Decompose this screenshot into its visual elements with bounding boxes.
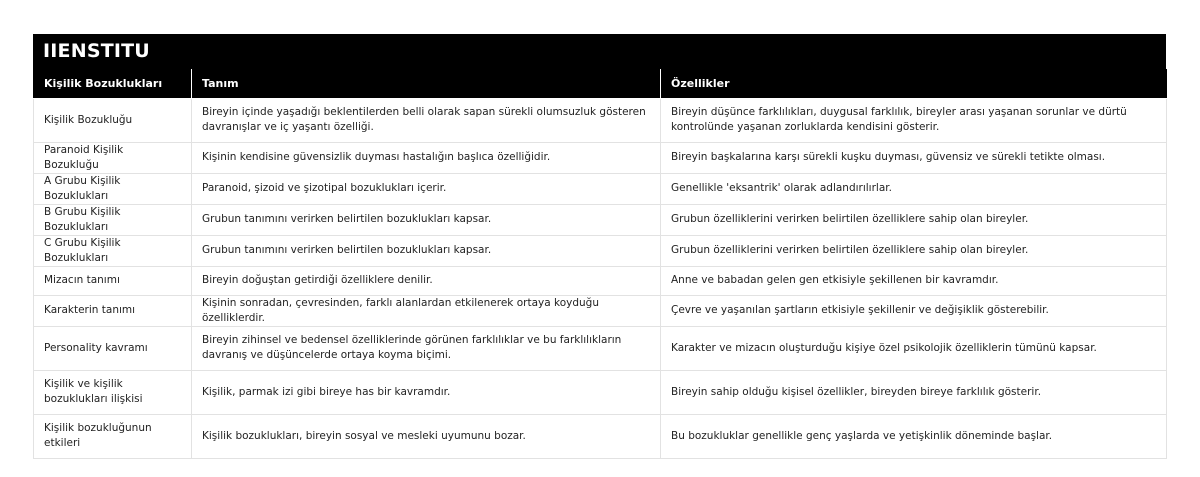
- table-cell: Bireyin zihinsel ve bedensel özelliklerinde görünen farklılıklar ve bu farklılıkların davranış ve düşüncelerde ortaya koyma biçimi.: [192, 326, 661, 370]
- header-cell: Kişilik Bozuklukları: [34, 69, 192, 98]
- table-cell: Karakterin tanımı: [34, 295, 192, 326]
- personality-disorders-table: [33, 69, 1167, 459]
- table-row: [34, 142, 1167, 173]
- table-cell: Personality kavramı: [34, 326, 192, 370]
- table-cell: Anne ve babadan gelen gen etkisiyle şekillenen bir kavramdır.: [661, 266, 1167, 295]
- table-cell: Grubun özelliklerini verirken belirtilen özelliklere sahip olan bireyler.: [661, 204, 1167, 235]
- table-cell: Kişinin sonradan, çevresinden, farklı alanlardan etkilenerek ortaya koyduğu özelliklerdir.: [192, 295, 661, 326]
- table-cell: B Grubu Kişilik Bozuklukları: [34, 204, 192, 235]
- table-cell: Çevre ve yaşanılan şartların etkisiyle şekillenir ve değişiklik gösterebilir.: [661, 295, 1167, 326]
- header-cell: Tanım: [192, 69, 661, 98]
- table-cell: Bu bozukluklar genellikle genç yaşlarda ve yetişkinlik döneminde başlar.: [661, 414, 1167, 458]
- table-cell: Bireyin düşünce farklılıkları, duygusal farklılık, bireyler arası yaşanan sorunlar ve dürtü kontrolünde yaşanan zorluklarda kendisini gösterir.: [661, 98, 1167, 142]
- table-row: [34, 370, 1167, 414]
- table-cell: Grubun özelliklerini verirken belirtilen özelliklere sahip olan bireyler.: [661, 235, 1167, 266]
- table-cell: Bireyin içinde yaşadığı beklentilerden belli olarak sapan sürekli olumsuzluk gösteren davranışlar ve iç yaşantı özelliği.: [192, 98, 661, 142]
- table-cell: Kişilik Bozukluğu: [34, 98, 192, 142]
- table-cell: Bireyin doğuştan getirdiği özelliklere denilir.: [192, 266, 661, 295]
- table-cell: Kişilik, parmak izi gibi bireye has bir kavramdır.: [192, 370, 661, 414]
- table-row: [34, 266, 1167, 295]
- table-cell: Kişilik ve kişilik bozuklukları ilişkisi: [34, 370, 192, 414]
- brand-title: IIENSTITU: [33, 34, 1166, 69]
- table-header-row: [34, 69, 1167, 98]
- header-cell: Özellikler: [661, 69, 1167, 98]
- table-row: [34, 326, 1167, 370]
- content-table-card: [33, 34, 1166, 459]
- table-row: [34, 173, 1167, 204]
- table-cell: Kişilik bozukluğunun etkileri: [34, 414, 192, 458]
- table-cell: Bireyin başkalarına karşı sürekli kuşku duyması, güvensiz ve sürekli tetikte olması.: [661, 142, 1167, 173]
- table-cell: Genellikle 'eksantrik' olarak adlandırılırlar.: [661, 173, 1167, 204]
- table-row: [34, 295, 1167, 326]
- table-cell: Bireyin sahip olduğu kişisel özellikler, bireyden bireye farklılık gösterir.: [661, 370, 1167, 414]
- table-cell: Grubun tanımını verirken belirtilen bozuklukları kapsar.: [192, 235, 661, 266]
- table-row: [34, 235, 1167, 266]
- table-cell: Paranoid Kişilik Bozukluğu: [34, 142, 192, 173]
- table-row: [34, 204, 1167, 235]
- table-row: [34, 98, 1167, 142]
- table-cell: Kişinin kendisine güvensizlik duyması hastalığın başlıca özelliğidir.: [192, 142, 661, 173]
- table-cell: C Grubu Kişilik Bozuklukları: [34, 235, 192, 266]
- table-cell: Karakter ve mizacın oluşturduğu kişiye özel psikolojik özelliklerin tümünü kapsar.: [661, 326, 1167, 370]
- table-cell: A Grubu Kişilik Bozuklukları: [34, 173, 192, 204]
- table-cell: Mizacın tanımı: [34, 266, 192, 295]
- table-cell: Kişilik bozuklukları, bireyin sosyal ve mesleki uyumunu bozar.: [192, 414, 661, 458]
- table-cell: Grubun tanımını verirken belirtilen bozuklukları kapsar.: [192, 204, 661, 235]
- table-row: [34, 414, 1167, 458]
- table-cell: Paranoid, şizoid ve şizotipal bozuklukları içerir.: [192, 173, 661, 204]
